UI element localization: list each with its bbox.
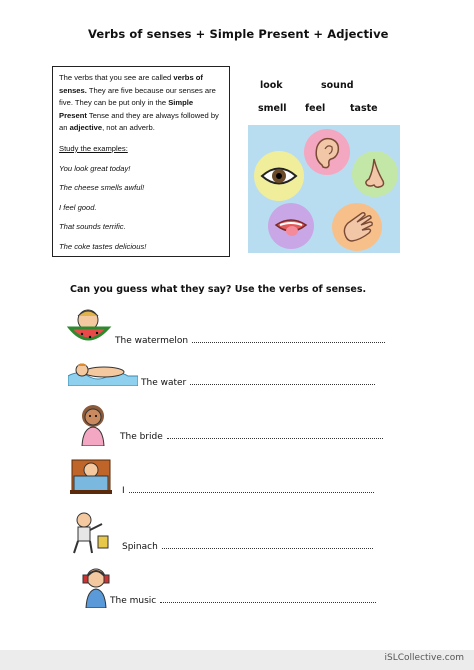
hand-icon	[332, 203, 382, 251]
eye-icon	[254, 151, 304, 201]
exercise-prompt: The water	[141, 378, 187, 388]
nose-icon	[352, 151, 398, 197]
spinach-child-icon	[68, 510, 112, 554]
sick-child-in-bed-icon	[68, 456, 114, 496]
intro-bold: adjective	[69, 123, 103, 133]
mouth-icon	[268, 203, 314, 249]
watermark: iSLCollective.com	[384, 653, 464, 663]
answer-blank[interactable]	[190, 382, 375, 385]
exercise-prompt: Spinach	[122, 542, 158, 552]
exercise-row	[141, 378, 375, 388]
footer-bar	[0, 650, 474, 670]
bride-icon	[76, 402, 110, 446]
example-sentence: The coke tastes delicious!	[59, 241, 147, 251]
intro-text: Tense and they are always followed by an	[59, 110, 219, 133]
exercise-question: Can you guess what they say? Use the verbs of senses.	[70, 284, 367, 295]
verb-smell: smell	[258, 103, 287, 114]
answer-blank[interactable]	[160, 600, 376, 603]
intro-text: The verbs that you see are called	[59, 73, 174, 82]
verb-taste: taste	[350, 103, 378, 114]
answer-blank[interactable]	[167, 436, 383, 439]
example-sentence: You look great today!	[59, 163, 131, 173]
worksheet-title: Verbs of senses + Simple Present + Adjective	[88, 27, 389, 41]
exercise-prompt: The music	[110, 596, 157, 606]
verb-sound: sound	[321, 80, 354, 91]
example-sentence: The cheese smells awful!	[59, 183, 145, 193]
exercise-prompt: The watermelon	[115, 336, 189, 346]
senses-panel	[248, 125, 400, 253]
verb-look: look	[260, 80, 283, 91]
intro-bold: Simple Present	[59, 98, 194, 120]
intro-paragraph	[59, 72, 223, 135]
headphones-child-icon	[78, 564, 114, 608]
intro-bold: verbs of senses.	[59, 73, 203, 95]
ear-icon	[304, 129, 350, 175]
exercise-row	[110, 596, 376, 606]
answer-blank[interactable]	[162, 546, 373, 549]
study-label: Study the examples:	[59, 143, 128, 153]
exercise-prompt: The bride	[120, 432, 163, 442]
exercise-row	[122, 486, 374, 496]
verb-feel: feel	[305, 103, 326, 114]
exercise-row	[120, 432, 383, 442]
swimming-child-icon	[68, 358, 138, 386]
intro-text: , not an adverb.	[102, 123, 155, 133]
intro-text: They are five because our senses are five. They can be put only in the	[59, 85, 216, 108]
answer-blank[interactable]	[129, 490, 374, 493]
example-sentence: That sounds terrific.	[59, 222, 126, 232]
answer-blank[interactable]	[192, 340, 385, 343]
example-sentence: I feel good.	[59, 202, 97, 212]
exercise-row	[122, 542, 373, 552]
watermelon-child-icon	[66, 306, 112, 348]
info-box	[52, 66, 230, 257]
exercise-prompt: I	[122, 486, 125, 496]
exercise-row	[115, 336, 385, 346]
